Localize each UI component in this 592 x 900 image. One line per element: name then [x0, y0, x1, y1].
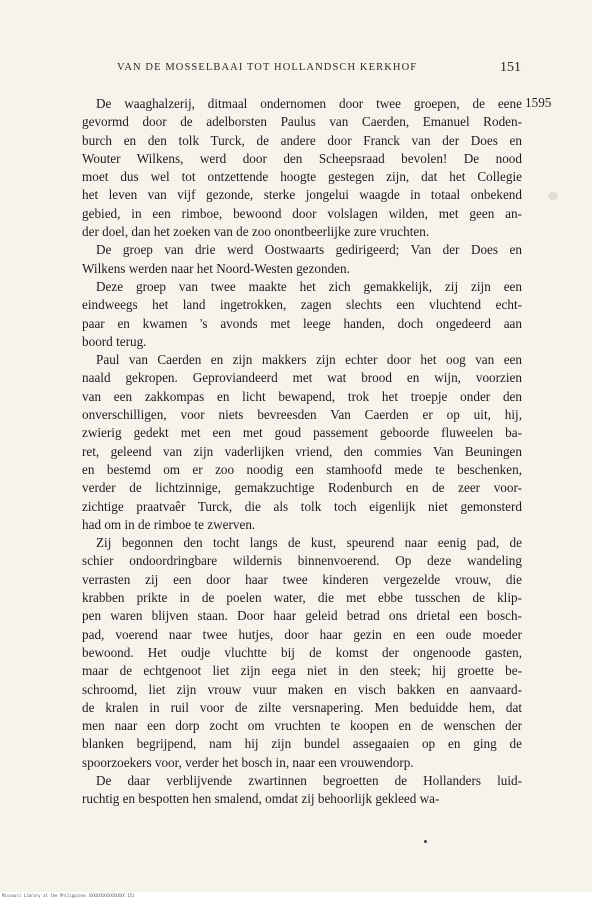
text-line: en bestemd om er zoo noodig een stamhoofd mede te beschenken,: [82, 461, 522, 477]
text-line: had om in de rimboe te zwerven.: [82, 516, 256, 532]
text-line: De daar verblijvende zwartinnen begroetten de Hollanders luid-: [96, 772, 522, 788]
text-line: spoorzoekers voor, verder het bosch in, naar een vrouwendorp.: [82, 754, 414, 770]
text-line: burch en den tolk Turck, de andere door Franck van der Does en: [82, 132, 522, 148]
text-line: gebied, in een rimboe, bewoond door volslagen wilden, met geen an-: [82, 205, 522, 221]
text-line: van een zakkompas en licht bewapend, trok het troepje onder den: [82, 388, 522, 404]
ink-speck: [424, 840, 427, 843]
text-line: eindweegs het land ingetrokken, zagen slechts een vluchtend echt-: [82, 297, 522, 313]
text-line: gevormd door de adelborsten Paulus van Caerden, Emanuel Roden-: [82, 114, 522, 130]
text-line: maar de echtgenoot liet zijn eega niet in den steek; hij groette be-: [82, 663, 522, 679]
paragraph: [82, 772, 522, 809]
text-line: Wilkens werden naar het Noord-Westen gezonden.: [82, 260, 350, 276]
text-line: paar en kwamen 's avonds met leege handen, doch ongedeerd aan: [82, 315, 522, 331]
text-line: men naar een dorp zocht om vruchten te koopen en de wenschen der: [82, 718, 522, 734]
text-line: moet dus wel tot ontzettende hoogte gestegen zijn, dat het Collegie: [82, 169, 522, 185]
text-line: bewoond. Het oudje vluchtte bij de komst der ongenoode gasten,: [82, 644, 522, 660]
paragraph: [82, 534, 522, 772]
text-line: schroomd, liet zijn vrouw vuur maken en visch bakken en aanvaard-: [82, 681, 522, 697]
text-line: der doel, dan het zoeken van de zoo onontbeerlijke zure vruchten.: [82, 224, 430, 240]
text-line: ruchtig en bespotten hen smalend, omdat zij behoorlijk gekleed wa-: [82, 791, 440, 807]
text-line: Wouter Wilkens, werd door den Scheepsraad bevolen! De nood: [82, 150, 522, 166]
text-line: krabben prikte in de poelen water, die met ebbe tusschen de klip-: [82, 590, 522, 606]
marginal-year-note: 1595: [525, 95, 552, 110]
text-line: ret, geleend van zijn vaderlijken vriend, den commies Van Beuningen: [82, 443, 522, 459]
text-line: zwierig gedekt met een met goud passement geboorde fluweelen ba-: [82, 425, 522, 441]
scan-footer: [0, 892, 592, 900]
text-line: blanken begrijpend, nam hij zijn bundel assegaaien op en ging de: [82, 736, 522, 752]
text-line: De waaghalzerij, ditmaal ondernomen door twee groepen, de eene: [96, 96, 522, 111]
running-title: VAN DE MOSSELBAAI TOT HOLLANDSCH KERKHOF: [117, 62, 418, 73]
paragraph: [82, 95, 522, 241]
text-line: verder de lichtzinnige, gemakzuchtige Rodenburch en de zeer voor-: [82, 480, 522, 496]
text-line: Zij begonnen den tocht langs de kust, speurend naar eenig pad, de: [96, 535, 522, 551]
page-number: 151: [500, 60, 521, 75]
text-line: pen waren blijven staan. Door haar geleid betrad ons drietal een bosch-: [82, 608, 522, 624]
text-line: De groep van drie werd Oostwaarts gedirigeerd; Van der Does en: [96, 242, 522, 258]
paragraph: [82, 351, 522, 534]
text-line: onverschilligen, voor niets bevreesden Van Caerden er op uit, hij,: [82, 407, 522, 423]
text-line: pad, voerend naar twee hutjes, door haar gezin en een oude moeder: [82, 626, 522, 642]
text-line: verrasten zij een door haar twee kinderen vergezelde vrouw, die: [82, 571, 522, 587]
scan-footer-note: Missouri Library at the Philippines XXXXXXXXXXXXXXX 151: [2, 893, 135, 898]
text-line: Deze groep van twee maakte het zich gemakkelijk, zij zijn een: [96, 278, 522, 294]
text-line: schier ondoordringbare wildernis binnenvoerend. Op deze wandeling: [82, 553, 522, 569]
body-text: [82, 95, 522, 809]
text-line: zichtige praatvaêr Turck, die als tolk toch eigenlijk niet gemonsterd: [82, 498, 522, 514]
text-line: naald gekropen. Geproviandeerd met wat brood en wijn, voorzien: [82, 370, 522, 386]
text-line: de kralen in ruil voor de zilte versnapering. Men beduidde hem, dat: [82, 699, 522, 715]
text-line: het leven van vijf gezonde, sterke jongelui waagde in totaal onbekend: [82, 187, 522, 203]
text-line: boord terug.: [82, 333, 147, 349]
page-smudge: [548, 192, 558, 200]
paragraph: [82, 278, 522, 351]
page-header: [0, 62, 592, 80]
paragraph: [82, 241, 522, 278]
text-line: Paul van Caerden en zijn makkers zijn echter door het oog van een: [96, 352, 522, 368]
